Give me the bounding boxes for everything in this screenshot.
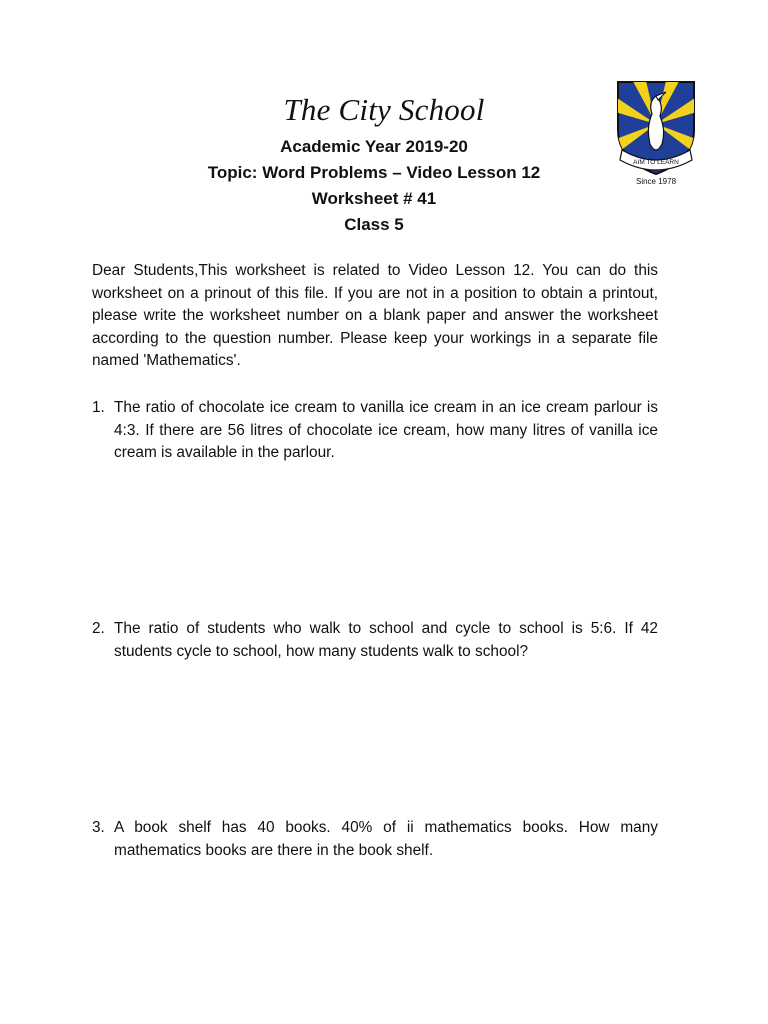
school-logo [608, 72, 704, 190]
question-number: 3. [92, 819, 105, 836]
logo-since: Since 1978 [635, 177, 677, 186]
school-name: The City School [283, 92, 485, 127]
question-3 [92, 817, 658, 862]
question-2 [92, 618, 658, 663]
question-number: 2. [92, 620, 105, 637]
intro-paragraph: Dear Students,This worksheet is related to Video Lesson 12. You can do this worksheet on a prinout of this file. If you are not in a position to obtain a printout, please write the worksheet number on a blank paper and answer the worksheet according to the question number. Please keep your workings in a separate file named 'Mathematics'. [92, 262, 658, 369]
question-text: The ratio of students who walk to school and cycle to school is 5:6. If 42 students cycle to school, how many students walk to school? [114, 620, 658, 660]
academic-year: Academic Year 2019-20 [280, 137, 468, 156]
question-text: The ratio of chocolate ice cream to vanilla ice cream in an ice cream parlour is 4:3. If there are 56 litres of chocolate ice cream, how many litres of vanilla ice cream is available in the parlour. [114, 399, 658, 461]
topic-title: Topic: Word Problems – Video Lesson 12 [207, 163, 541, 182]
question-text: A book shelf has 40 books. 40% of ii mathematics books. How many mathematics books are there in the book shelf. [114, 819, 658, 859]
logo-motto: AIM TO LEARN [633, 159, 679, 166]
worksheet-number: Worksheet # 41 [311, 189, 437, 208]
class-label: Class 5 [344, 215, 404, 234]
question-number: 1. [92, 399, 105, 416]
question-1 [92, 397, 658, 465]
